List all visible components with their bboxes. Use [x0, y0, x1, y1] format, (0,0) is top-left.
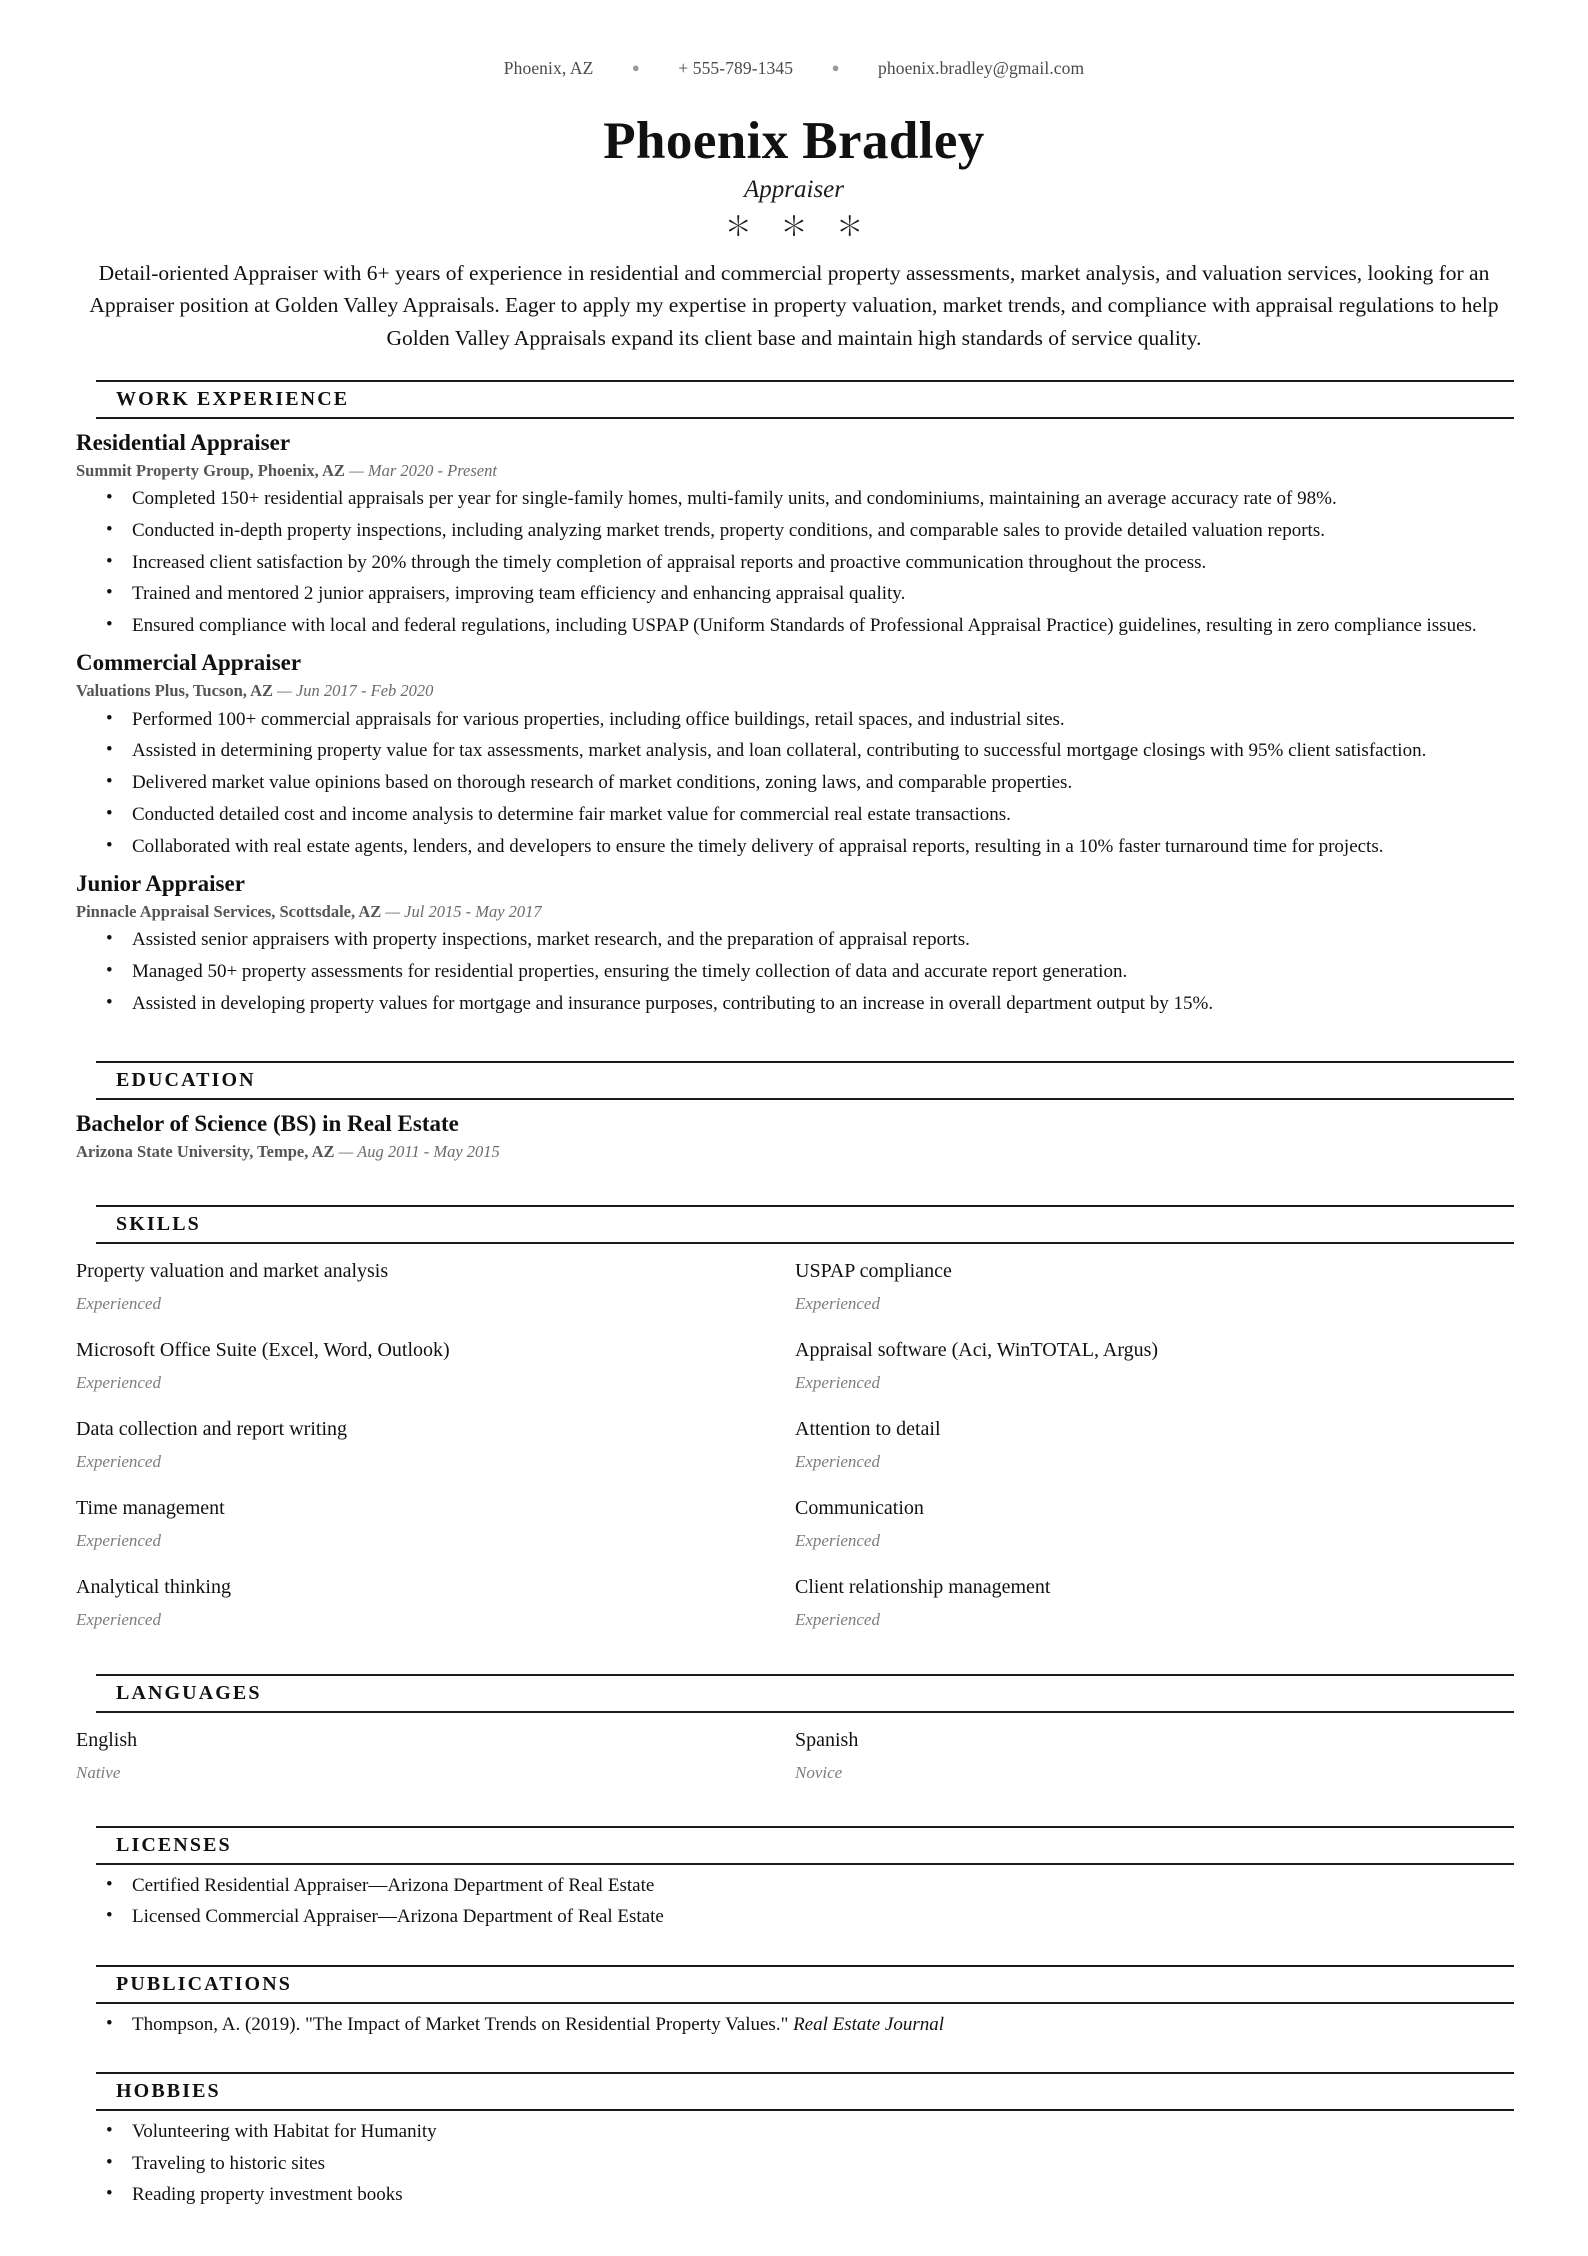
section-title: WORK EXPERIENCE [116, 387, 350, 410]
experience-entry [76, 427, 1514, 639]
spacer [74, 2046, 1514, 2072]
experience-dates: Jun 2017 - Feb 2020 [295, 681, 434, 701]
education-entry [76, 1108, 1514, 1163]
experience-bullets [76, 927, 1514, 1017]
publication-journal: Real Estate Journal [793, 2013, 944, 2035]
section-header-hobbies [96, 2072, 1514, 2111]
skill-name: Microsoft Office Suite (Excel, Word, Outlook) [76, 1339, 450, 1362]
publications-list [76, 2012, 1514, 2038]
experience-meta [76, 901, 1514, 923]
skill-name: Data collection and report writing [76, 1418, 348, 1441]
section-title: HOBBIES [116, 2079, 221, 2102]
list-item: • Conducted in-depth property inspections, including analyzing market trends, property conditions, and comparable sales to provide detailed valuation reports. [76, 518, 1514, 544]
page-title: Phoenix Bradley [603, 112, 985, 170]
spacer [74, 1169, 1514, 1205]
hobbies-list [76, 2119, 1514, 2209]
section-header-skills [96, 1205, 1514, 1244]
section-header-licenses [96, 1826, 1514, 1865]
skill-item [76, 1574, 795, 1653]
experience-role: Junior Appraiser [76, 870, 245, 896]
skill-name: Attention to detail [795, 1418, 941, 1441]
list-item: • Ensured compliance with local and federal regulations, including USPAP (Uniform Standards of Professional Appraisal Practice) guidelines, resulting in zero compliance issues. [76, 613, 1514, 639]
experience-organization: Summit Property Group, Phoenix, AZ [76, 461, 345, 481]
skill-item [76, 1258, 795, 1337]
skill-item [76, 1337, 795, 1416]
asterisk-divider-icon: ＊ ＊ ＊ [724, 212, 875, 243]
list-item: • Certified Residential Appraiser—Arizona Department of Real Estate [76, 1873, 1514, 1899]
section-title: SKILLS [116, 1213, 201, 1236]
spacer [74, 1660, 1514, 1674]
contact-phone: + 555-789-1345 [678, 58, 794, 78]
professional-summary: Detail-oriented Appraiser with 6+ years of experience in residential and commercial property assessments, market analysis, and valuation services, looking for an Appraiser position at Golden Valley Appraisals. Eager to apply my expertise in property valuation, market trends, and compliance with appraisal regulations to help Golden Valley Appraisals expand its client base and maintain high standards of service quality. [89, 261, 1499, 350]
spacer [74, 1025, 1514, 1061]
job-title-subtitle: Appraiser [744, 176, 844, 204]
list-item [76, 2012, 1514, 2038]
skill-name: Analytical thinking [76, 1576, 231, 1599]
skill-item [76, 1495, 795, 1574]
list-item: • Assisted in developing property values for mortgage and insurance purposes, contributing to an increase in overall department output by 15%. [76, 991, 1514, 1017]
section-title: LICENSES [116, 1833, 232, 1856]
skill-item [795, 1495, 1514, 1574]
section-body-languages [74, 1721, 1514, 1806]
section-languages [74, 1674, 1514, 1806]
education-dates: Aug 2011 - May 2015 [357, 1141, 500, 1161]
list-item: • Licensed Commercial Appraiser—Arizona Department of Real Estate [76, 1904, 1514, 1930]
list-item: • Managed 50+ property assessments for residential properties, ensuring the timely collection of data and accurate report generation. [76, 959, 1514, 985]
licenses-list [76, 1873, 1514, 1931]
section-work-experience [74, 380, 1514, 1017]
skill-item [795, 1337, 1514, 1416]
education-degree: Bachelor of Science (BS) in Real Estate [76, 1110, 459, 1136]
experience-dates: Jul 2015 - May 2017 [404, 901, 542, 921]
section-header-education [96, 1061, 1514, 1100]
experience-organization: Valuations Plus, Tucson, AZ [76, 681, 274, 701]
language-level: Novice [795, 1762, 843, 1782]
skill-level: Experienced [76, 1452, 161, 1472]
languages-grid [76, 1721, 1514, 1806]
list-item: • Reading property investment books [76, 2182, 1514, 2208]
section-education [74, 1061, 1514, 1163]
section-body-work-experience [74, 427, 1514, 1017]
section-title: PUBLICATIONS [116, 1972, 292, 1995]
experience-organization: Pinnacle Appraisal Services, Scottsdale, AZ [76, 901, 382, 921]
skill-name: Communication [795, 1497, 924, 1520]
language-item [76, 1727, 795, 1806]
list-item: • Assisted senior appraisers with property inspections, market research, and the preparation of appraisal reports. [76, 927, 1514, 953]
language-name: Spanish [795, 1728, 859, 1751]
experience-dates: Mar 2020 - Present [367, 461, 497, 481]
language-name: English [76, 1728, 138, 1751]
list-item: • Traveling to historic sites [76, 2151, 1514, 2177]
experience-entry [76, 868, 1514, 1017]
skill-level: Experienced [76, 1610, 161, 1630]
skill-item [795, 1574, 1514, 1653]
section-header-work-experience [96, 380, 1514, 419]
skills-grid [76, 1252, 1514, 1653]
list-item: • Increased client satisfaction by 20% through the timely completion of appraisal reports and proactive communication throughout the process. [76, 550, 1514, 576]
contact-separator-icon: ● [631, 60, 640, 75]
experience-entry [76, 647, 1514, 859]
experience-meta [76, 460, 1514, 482]
section-body-skills [74, 1252, 1514, 1653]
skill-name: Time management [76, 1497, 225, 1520]
experience-role: Residential Appraiser [76, 429, 291, 455]
experience-dash: — [344, 461, 368, 481]
contact-separator-icon: ● [831, 60, 840, 75]
section-body-licenses [74, 1873, 1514, 1931]
contact-line [74, 58, 1514, 79]
skill-level: Experienced [795, 1373, 880, 1393]
spacer [74, 1939, 1514, 1965]
section-header-languages [96, 1674, 1514, 1713]
section-title: EDUCATION [116, 1068, 256, 1091]
skill-level: Experienced [76, 1531, 161, 1551]
skill-name: Client relationship management [795, 1576, 1051, 1599]
education-institution: Arizona State University, Tempe, AZ [76, 1141, 335, 1161]
skill-level: Experienced [795, 1452, 880, 1472]
skill-level: Experienced [76, 1294, 161, 1314]
list-item: • Conducted detailed cost and income analysis to determine fair market value for commercial real estate transactions. [76, 802, 1514, 828]
experience-dash: — [273, 681, 296, 701]
list-item: • Assisted in determining property value for tax assessments, market analysis, and loan collateral, contributing to successful mortgage closings with 95% client satisfaction. [76, 738, 1514, 764]
skill-level: Experienced [795, 1294, 880, 1314]
contact-location: Phoenix, AZ [503, 58, 594, 78]
skill-item [795, 1416, 1514, 1495]
education-meta [76, 1141, 1514, 1163]
experience-meta [76, 680, 1514, 702]
skill-name: Property valuation and market analysis [76, 1260, 389, 1283]
skill-name: Appraisal software (Aci, WinTOTAL, Argus) [795, 1339, 1159, 1362]
list-item: • Performed 100+ commercial appraisals for various properties, including office buildings, retail spaces, and industrial sites. [76, 707, 1514, 733]
skill-item [795, 1258, 1514, 1337]
skill-item [76, 1416, 795, 1495]
publication-citation: Thompson, A. (2019). "The Impact of Market Trends on Residential Property Values." [132, 2013, 794, 2035]
experience-dash: — [381, 901, 405, 921]
language-item [795, 1727, 1514, 1806]
list-item: • Delivered market value opinions based on thorough research of market conditions, zoning laws, and comparable properties. [76, 770, 1514, 796]
list-item: • Volunteering with Habitat for Humanity [76, 2119, 1514, 2145]
section-hobbies [74, 2072, 1514, 2209]
skill-name: USPAP compliance [795, 1260, 952, 1283]
section-title: LANGUAGES [116, 1681, 262, 1704]
education-dash: — [334, 1141, 358, 1161]
section-body-publications [74, 2012, 1514, 2038]
experience-bullets [76, 707, 1514, 860]
section-body-education [74, 1108, 1514, 1163]
list-item: • Collaborated with real estate agents, lenders, and developers to ensure the timely delivery of appraisal reports, resulting in a 10% faster turnaround time for projects. [76, 834, 1514, 860]
section-header-publications [96, 1965, 1514, 2004]
contact-email: phoenix.bradley@gmail.com [878, 58, 1085, 78]
experience-bullets [76, 486, 1514, 639]
skill-level: Experienced [795, 1610, 880, 1630]
list-item: • Completed 150+ residential appraisals per year for single-family homes, multi-family units, and condominiums, maintaining an average accuracy rate of 98%. [76, 486, 1514, 512]
skill-level: Experienced [795, 1531, 880, 1551]
section-skills [74, 1205, 1514, 1653]
experience-role: Commercial Appraiser [76, 650, 302, 676]
section-licenses [74, 1826, 1514, 1931]
section-body-hobbies [74, 2119, 1514, 2209]
language-level: Native [76, 1762, 121, 1782]
list-item: • Trained and mentored 2 junior appraisers, improving team efficiency and enhancing appraisal quality. [76, 581, 1514, 607]
spacer [74, 1812, 1514, 1826]
section-publications [74, 1965, 1514, 2038]
skill-level: Experienced [76, 1373, 161, 1393]
